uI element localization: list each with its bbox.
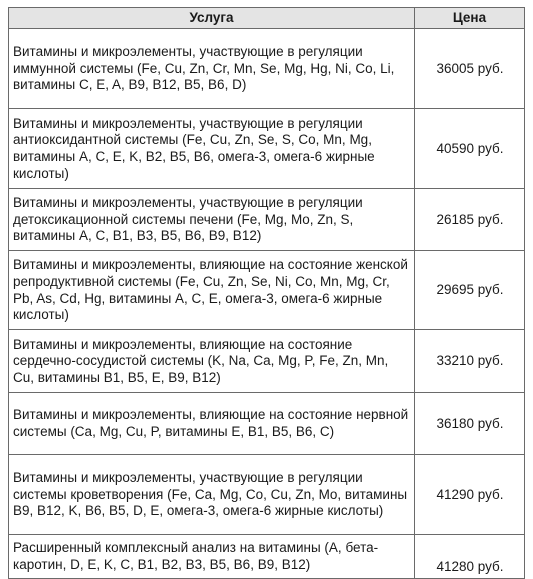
table-row — [9, 109, 525, 189]
price-cell: 40590 руб. — [414, 109, 524, 189]
service-cell: Витамины и микроэлементы, влияющие на состояние женской репродуктивной системы (Fe, Cu, Zn, Se, Ni, Co, Mn, Mg, Cr, Pb, As, Cd, Hg, витамины A, C, E, омега-3, омега-6 жирные кислоты) — [9, 251, 415, 330]
price-cell: 26185 руб. — [414, 189, 524, 251]
column-header-service: Услуга — [9, 8, 415, 29]
price-cell: 41290 руб. — [414, 455, 524, 535]
service-cell: Витамины и микроэлементы, участвующие в регуляции антиоксидантной системы (Fe, Cu, Zn, Se, S, Co, Mn, Mg, витамины A, C, E, K, B2, B5, B6, омега-3, омега-6 жирные кислоты) — [9, 109, 415, 189]
price-table — [8, 7, 525, 579]
table-row — [9, 393, 525, 455]
header-row — [9, 8, 525, 29]
price-cell: 29695 руб. — [414, 251, 524, 330]
table-row — [9, 189, 525, 251]
table-row — [9, 455, 525, 535]
table-row — [9, 535, 525, 579]
service-cell: Витамины и микроэлементы, участвующие в регуляции детоксикационной системы печени (Fe, Mg, Mo, Zn, S, витамины A, C, B1, B3, B5, B6, B9, B12) — [9, 189, 415, 251]
price-cell: 33210 руб. — [414, 330, 524, 393]
table-row — [9, 330, 525, 393]
service-cell: Витамины и микроэлементы, участвующие в регуляции системы кроветворения (Fe, Ca, Mg, Co, Cu, Zn, Mo, витамины B9, B12, K, B6, B5, D, E, омега-3, омега-6 жирные кислоты) — [9, 455, 415, 535]
service-cell: Расширенный комплексный анализ на витамины (A, бета-каротин, D, E, K, C, B1, B2, B3, B5, B6, B9, B12) — [9, 535, 415, 579]
table-row — [9, 251, 525, 330]
column-header-price: Цена — [414, 8, 524, 29]
price-cell: 36005 руб. — [414, 29, 524, 109]
service-cell: Витамины и микроэлементы, влияющие на состояние сердечно-сосудистой системы (K, Na, Ca, Mg, P, Fe, Zn, Mn, Cu, витамины B1, B5, E, B9, B12) — [9, 330, 415, 393]
price-cell: 36180 руб. — [414, 393, 524, 455]
service-cell: Витамины и микроэлементы, участвующие в регуляции иммунной системы (Fe, Cu, Zn, Cr, Mn, Se, Mg, Hg, Ni, Co, Li, витамины C, E, A, B9, B12, B5, B6, D) — [9, 29, 415, 109]
price-cell: 41280 руб. — [414, 535, 524, 579]
service-cell: Витамины и микроэлементы, влияющие на состояние нервной системы (Ca, Mg, Cu, P, витамины E, B1, B5, B6, C) — [9, 393, 415, 455]
table-row — [9, 29, 525, 109]
